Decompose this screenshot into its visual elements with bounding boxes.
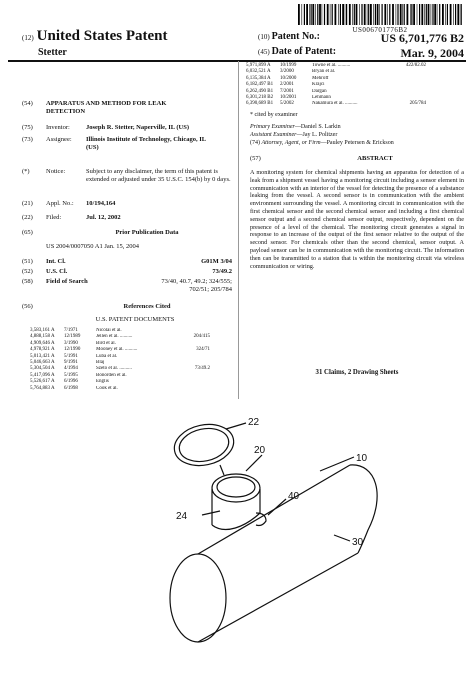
reference-number: 6,032,521 A <box>246 69 271 75</box>
barcode-bar <box>460 4 461 25</box>
barcode-bar <box>356 4 358 25</box>
field-label: Field of Search <box>46 278 88 285</box>
cylinder-bottom-edge <box>198 553 358 642</box>
reference-date: 9/1991 <box>64 360 78 366</box>
reference-name: Mehroff <box>312 75 329 81</box>
notice-code: (*) <box>22 168 30 175</box>
barcode-bar <box>354 4 355 25</box>
barcode-bar <box>402 4 403 25</box>
barcode-bar <box>368 4 369 25</box>
reference-date: 5/2002 <box>280 101 294 107</box>
barcode-bar <box>396 4 397 25</box>
reference-date: 10/2000 <box>280 75 297 81</box>
inventor-code: (75) <box>22 124 33 131</box>
reference-number: 5,046,663 A <box>30 360 55 366</box>
barcode-bar <box>400 4 402 25</box>
figure-drawing <box>150 395 450 690</box>
reference-class: 324/71 <box>196 347 210 353</box>
barcode-bar <box>424 4 425 25</box>
reference-name: Nakamura et al. .......... <box>312 101 358 107</box>
barcode-bar <box>397 4 398 25</box>
barcode-bar <box>384 4 386 25</box>
reference-number: 4,978,921 A <box>30 347 55 353</box>
barcode-bar <box>389 4 390 25</box>
reference-number: 5,526,617 A <box>30 379 55 385</box>
reference-row <box>30 386 230 392</box>
reference-name: Dargan <box>312 88 327 94</box>
reference-name: Towne et al. .......... <box>312 63 351 68</box>
barcode-bar <box>332 4 333 25</box>
attorney-value: Pauley Petersen & Erickson <box>326 140 394 146</box>
intcl-code: (51) <box>22 258 33 265</box>
assignee-label: Assignee: <box>46 136 72 143</box>
leader-10 <box>320 457 354 471</box>
barcode-bar <box>439 4 440 25</box>
label-10: 10 <box>356 453 368 464</box>
barcode-bar <box>370 4 372 25</box>
barcode-bar <box>392 4 394 25</box>
primary-examiner-label: Primary Examiner <box>250 124 295 130</box>
references-list <box>30 328 230 392</box>
barcode-bar <box>298 4 300 25</box>
barcode-bar <box>375 4 376 25</box>
reference-name: Luba et al. <box>96 353 118 359</box>
prior-pub-value: US 2004/0007050 A1 Jan. 15, 2004 <box>46 243 139 250</box>
barcode-bar <box>319 4 321 25</box>
hinged-cap-inner <box>176 424 232 466</box>
barcode-bar <box>346 4 347 25</box>
reference-date: 4/1994 <box>64 366 78 372</box>
uscl-code: (52) <box>22 268 33 275</box>
barcode-bar <box>309 4 310 25</box>
reference-class: 73/49.2 <box>194 366 210 372</box>
attorney: (74) Attorney, Agent, or Firm—Pauley Petersen & Erickson <box>250 140 394 146</box>
code-45: (45) <box>258 48 270 56</box>
barcode-bar <box>349 4 351 25</box>
barcode-bar <box>453 4 454 25</box>
barcode-bar <box>387 4 388 25</box>
barcode-bar <box>413 4 415 25</box>
cited-note: * cited by examiner <box>250 112 298 118</box>
reference-number: 6,262,490 B1 <box>246 88 274 94</box>
cap-hinge <box>220 465 224 475</box>
uscl-label: U.S. Cl. <box>46 268 68 275</box>
leader-40 <box>268 499 286 515</box>
attorney-label: Attorney, Agent, or Firm <box>261 140 321 146</box>
barcode-bar <box>367 4 368 25</box>
assistant-examiner-value: Jay L. Politzer <box>302 132 338 138</box>
date-label: Date of Patent: <box>271 46 337 57</box>
barcode-bar <box>410 4 411 25</box>
barcode-bar <box>434 4 436 25</box>
barcode-bar <box>322 4 323 25</box>
reference-date: 12/1989 <box>64 334 81 340</box>
reference-date: 6/1998 <box>64 385 78 391</box>
barcode-bar <box>428 4 430 25</box>
reference-name: Bonorden et al. <box>96 372 127 378</box>
barcode-bar <box>373 4 374 25</box>
patent-date-row <box>258 46 464 61</box>
reference-name: Jellen et al. .......... <box>96 334 133 340</box>
reference-name: Bryan et al. <box>312 69 336 75</box>
reference-number: 5,417,096 A <box>30 372 55 378</box>
reference-number: 6,301,218 B2 <box>246 95 274 101</box>
code-10: (10) <box>258 33 270 41</box>
barcode-bar <box>342 4 344 25</box>
title-code: (54) <box>22 100 33 107</box>
label-20: 20 <box>254 445 266 456</box>
reference-name: Mooney et al. .......... <box>96 347 138 353</box>
reference-number: 5,971,899 A <box>246 63 271 68</box>
primary-examiner: Primary Examiner—Daniel S. Larkin <box>250 124 341 130</box>
reference-class <box>186 386 210 392</box>
appl-label: Appl. No.: <box>46 200 74 207</box>
barcode-bar <box>340 4 341 25</box>
barcode-bar <box>379 4 380 25</box>
barcode-bar <box>426 4 427 25</box>
label-22: 22 <box>248 417 260 428</box>
barcode-bar <box>361 4 362 25</box>
reference-number: 5,304,504 A <box>30 366 55 372</box>
title-field <box>22 100 232 118</box>
notice-value: Subject to any disclaimer, the term of this patent is extended or adjusted under 35 U.S.C. 154(b) by 0 days. <box>86 168 231 183</box>
reference-date: 2/2001 <box>280 82 294 88</box>
notice-label: Notice: <box>46 168 66 175</box>
reference-name: Krajci <box>312 82 325 88</box>
barcode-bar <box>306 4 308 25</box>
barcode-bar <box>404 4 405 25</box>
reference-date: 7/2001 <box>280 88 294 94</box>
barcode-bar <box>382 4 383 25</box>
barcode-bar <box>431 4 432 25</box>
barcode-bar <box>461 4 462 25</box>
refs-subheading: U.S. PATENT DOCUMENTS <box>95 316 175 323</box>
barcode-bar <box>432 4 433 25</box>
reference-date: 3/1990 <box>64 340 78 346</box>
patent-kind-heading <box>22 28 168 45</box>
reference-name: Cook et al. <box>96 385 118 391</box>
reference-date: 5/1991 <box>64 353 78 359</box>
barcode-bar <box>455 4 456 25</box>
reference-date: 5/1995 <box>64 372 78 378</box>
column-divider <box>238 61 239 399</box>
reference-number: 4,888,158 A <box>30 334 55 340</box>
barcode-bar <box>445 4 446 25</box>
reference-row <box>246 101 460 107</box>
prior-heading: Prior Publication Data <box>115 229 179 236</box>
barcode-bar <box>302 4 303 25</box>
reference-name: Lehmann <box>312 95 331 101</box>
vent-collar-top <box>212 474 260 502</box>
reference-class: 422/82.02 <box>405 63 426 68</box>
vent-collar-rim <box>217 477 255 497</box>
code-12: (12) <box>22 34 34 42</box>
intcl-label: Int. Cl. <box>46 258 66 265</box>
barcode-bar <box>315 4 316 25</box>
leader-30 <box>334 535 350 541</box>
reference-number: 6,390,689 B1 <box>246 101 274 107</box>
primary-examiner-value: Daniel S. Larkin <box>300 124 341 130</box>
header-rule <box>8 60 466 62</box>
barcode-bar <box>364 4 366 25</box>
leader-24 <box>202 511 220 515</box>
hinged-cap <box>170 419 237 471</box>
reference-name: Bird et al. <box>96 340 116 346</box>
refs-code: (56) <box>22 303 33 310</box>
claims-summary: 31 Claims, 2 Drawing Sheets <box>315 369 399 376</box>
barcode-bar <box>457 4 459 25</box>
barcode-bar <box>419 4 420 25</box>
barcode-bar <box>411 4 412 25</box>
barcode-bar <box>417 4 418 25</box>
reference-number: 4,909,646 A <box>30 340 55 346</box>
reference-name: Englis <box>96 379 109 385</box>
field-value: 73/40, 40.7, 49.2; 324/555; 702/51; 205/784 <box>161 278 232 293</box>
barcode-bar <box>447 4 448 25</box>
cylinder-front-end <box>170 554 226 642</box>
reference-name: Szeto et al. .......... <box>96 366 132 372</box>
attorney-code: (74) <box>250 140 260 146</box>
intcl-value: G01M 3/04 <box>201 258 232 265</box>
barcode-bar <box>377 4 379 25</box>
barcode-number: US006701776B2 <box>352 26 408 34</box>
abstract-code: (57) <box>250 155 261 162</box>
barcode <box>298 4 462 25</box>
barcode-bar <box>311 4 312 25</box>
patent-number: US 6,701,776 B2 <box>380 31 464 45</box>
reference-class: 205/784 <box>409 101 426 107</box>
patent-date: Mar. 9, 2004 <box>400 46 464 60</box>
patent-kind: United States Patent <box>36 28 168 44</box>
barcode-bar <box>345 4 346 25</box>
barcode-bar <box>450 4 452 25</box>
uscl-value: 73/49.2 <box>212 268 232 275</box>
barcode-bar <box>327 4 329 25</box>
prior-code: (65) <box>22 229 33 236</box>
appl-value: 10/194,164 <box>86 200 116 207</box>
reference-name: Blaj <box>96 360 105 366</box>
barcode-bar <box>324 4 325 25</box>
barcode-bar <box>304 4 305 25</box>
label-30: 30 <box>352 537 364 548</box>
appl-code: (21) <box>22 200 33 207</box>
barcode-bar <box>437 4 438 25</box>
barcode-bar <box>442 4 444 25</box>
filed-value: Jul. 12, 2002 <box>86 214 121 221</box>
patent-no-label: Patent No.: <box>271 31 320 42</box>
inventor-short-name: Stetter <box>38 47 67 58</box>
barcode-bar <box>352 4 353 25</box>
reference-number: 6,182,497 B1 <box>246 82 274 88</box>
abstract-heading: ABSTRACT <box>357 155 393 162</box>
reference-date: 10/2001 <box>280 95 297 101</box>
references-list-continued <box>246 63 460 108</box>
barcode-bar <box>330 4 331 25</box>
refs-heading: References Cited <box>123 303 171 310</box>
barcode-bar <box>407 4 409 25</box>
reference-date: 12/1990 <box>64 347 81 353</box>
reference-number: 6,135,384 A <box>246 75 271 81</box>
assistant-examiner-label: Assistant Examiner <box>250 132 297 138</box>
leader-20 <box>246 455 262 471</box>
reference-number: 3,583,161 A <box>30 328 55 333</box>
inventor-value: Joseph R. Stetter, Naperville, IL (US) <box>86 124 190 131</box>
leader-22 <box>226 423 246 429</box>
reference-number: 5,764,883 A <box>30 385 55 391</box>
filed-label: Filed: <box>46 214 62 221</box>
label-40: 40 <box>288 491 300 502</box>
barcode-bar <box>338 4 339 25</box>
label-24: 24 <box>176 511 188 522</box>
barcode-bar <box>317 4 318 25</box>
inventor-label: Inventor: <box>46 124 70 131</box>
barcode-bar <box>359 4 360 25</box>
barcode-bar <box>312 4 314 25</box>
reference-date: 3/2000 <box>280 69 294 75</box>
reference-number: 5,013,421 A <box>30 353 55 359</box>
reference-class: 204/415 <box>193 334 210 340</box>
patent-number-row <box>258 31 464 46</box>
assignee-value: Illinois Institute of Technology, Chicago, IL (US) <box>86 136 206 151</box>
reference-date: 10/1999 <box>280 63 297 68</box>
filed-code: (22) <box>22 214 33 221</box>
barcode-bar <box>335 4 337 25</box>
reference-name: Nicolai et al. <box>96 328 122 333</box>
barcode-bar <box>421 4 423 25</box>
field-code: (58) <box>22 278 33 285</box>
patent-title: APPARATUS AND METHOD FOR LEAK DETECTION <box>46 100 167 115</box>
reference-date: 6/1996 <box>64 379 78 385</box>
reference-date: 7/1971 <box>64 328 78 333</box>
assistant-examiner: Assistant Examiner—Jay L. Politzer <box>250 132 338 138</box>
assignee-code: (73) <box>22 136 33 143</box>
abstract-text: A monitoring system for chemical shipments having an apparatus for detection of a leak from a shipment vessel having a monitoring circuit including a sensor element in communication with an interior of the vessel for detecting the presence of a substance leaking from the vessel. A second sensor is in communication with the ambient environment surrounding the vessel. A monitoring circuit in communication with the first chemical sensor and the second chemical sensor and including a first chemical sensor output and a second chemical sensor output, respectively, dependent on the presence of a level of the chemical. The monitoring circuit generates a signal in response to an increase of the output of the first sensor relative to the output of the second sensor. For chemicals other than the second chemical, sensor output. A payload sensor can be in communication with the monitoring circuit. The information then can be transmitted to a station that is within the monitoring circuit via wireless communication or wiring. <box>250 169 464 270</box>
